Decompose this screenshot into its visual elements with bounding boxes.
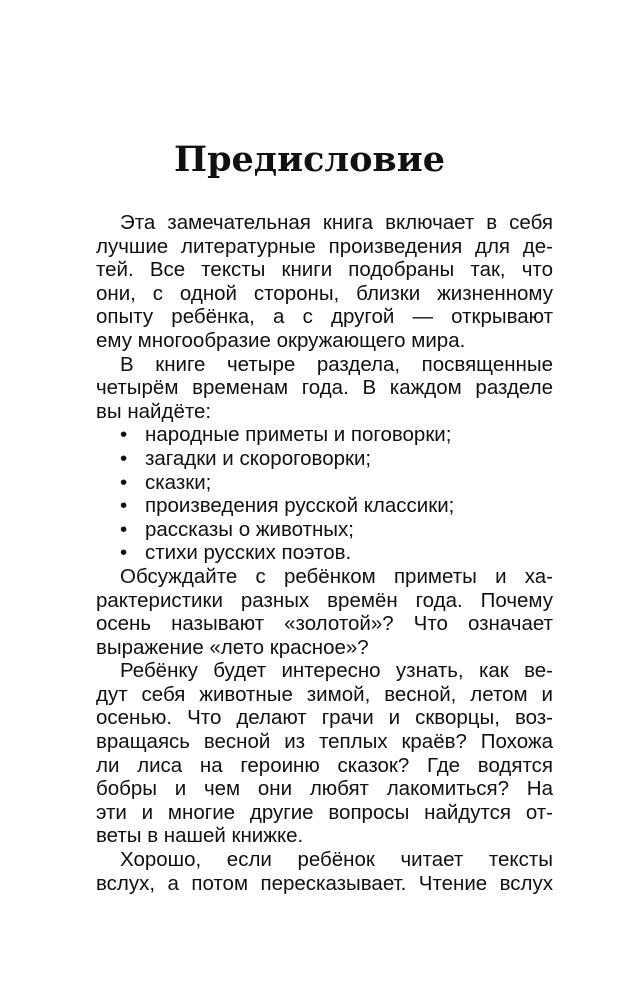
text-line: вы найдёте: [96, 399, 212, 423]
text-line: вращаясь весной из теплых краёв? Похожа [96, 730, 553, 754]
text-line: ему многообразие окружающего мира. [96, 328, 466, 352]
text-line: четырём временам года. В каждом разделе [96, 376, 553, 400]
page-title: Предисловие [174, 139, 445, 180]
list-item-text: рассказы о животных; [145, 517, 354, 541]
list-item-text: стихи русских поэтов. [145, 541, 352, 565]
list-item [96, 447, 553, 471]
bullet-icon: • [120, 541, 128, 565]
preface-body [96, 211, 553, 895]
text-line: рактеристики разных времён года. Почему [96, 588, 553, 612]
list-item [96, 541, 553, 565]
bullet-icon: • [120, 470, 128, 494]
list-item [96, 423, 553, 447]
list-item-text: загадки и скороговорки; [145, 446, 372, 470]
text-line: В книге четыре раздела, посвященные [120, 352, 553, 376]
text-line: осень называют «золотой»? Что означает [96, 612, 553, 636]
text-line: выражение «лето красное»? [96, 635, 369, 659]
text-line: бобры и чем они любят лакомиться? На [96, 777, 553, 801]
list-item [96, 471, 553, 495]
bullet-icon: • [120, 423, 128, 447]
list-item-text: народные приметы и поговорки; [145, 423, 452, 447]
bullet-icon: • [120, 494, 128, 518]
text-line: Ребёнку будет интересно узнать, как ве- [120, 659, 553, 683]
text-line: дут себя животные зимой, весной, летом и [96, 682, 553, 706]
text-line: они, с одной стороны, близки жизненному [96, 281, 553, 305]
bullet-icon: • [120, 446, 128, 470]
list-item-text: произведения русской классики; [145, 494, 455, 518]
text-line: осенью. Что делают грачи и скворцы, воз- [96, 706, 553, 730]
list-item-text: сказки; [145, 470, 212, 494]
text-line: веты в нашей книжке. [96, 824, 304, 848]
text-line: Хорошо, если ребёнок читает тексты [120, 848, 553, 872]
text-line: Эта замечательная книга включает в себя [120, 211, 553, 234]
text-line: ли лиса на героиню сказок? Где водятся [96, 753, 553, 777]
text-line: эти и многие другие вопросы найдутся от- [96, 800, 553, 824]
text-line: Обсуждайте с ребёнком приметы и ха- [120, 564, 553, 588]
text-line: вслух, а потом пересказывает. Чтение вслух [96, 871, 553, 895]
text-line: опыту ребёнка, а с другой — открывают [96, 305, 553, 329]
text-line: тей. Все тексты книги подобраны так, что [96, 258, 553, 282]
bullet-icon: • [120, 517, 128, 541]
list-item [96, 494, 553, 518]
text-line: лучшие литературные произведения для де- [96, 234, 553, 258]
list-item [96, 518, 553, 542]
